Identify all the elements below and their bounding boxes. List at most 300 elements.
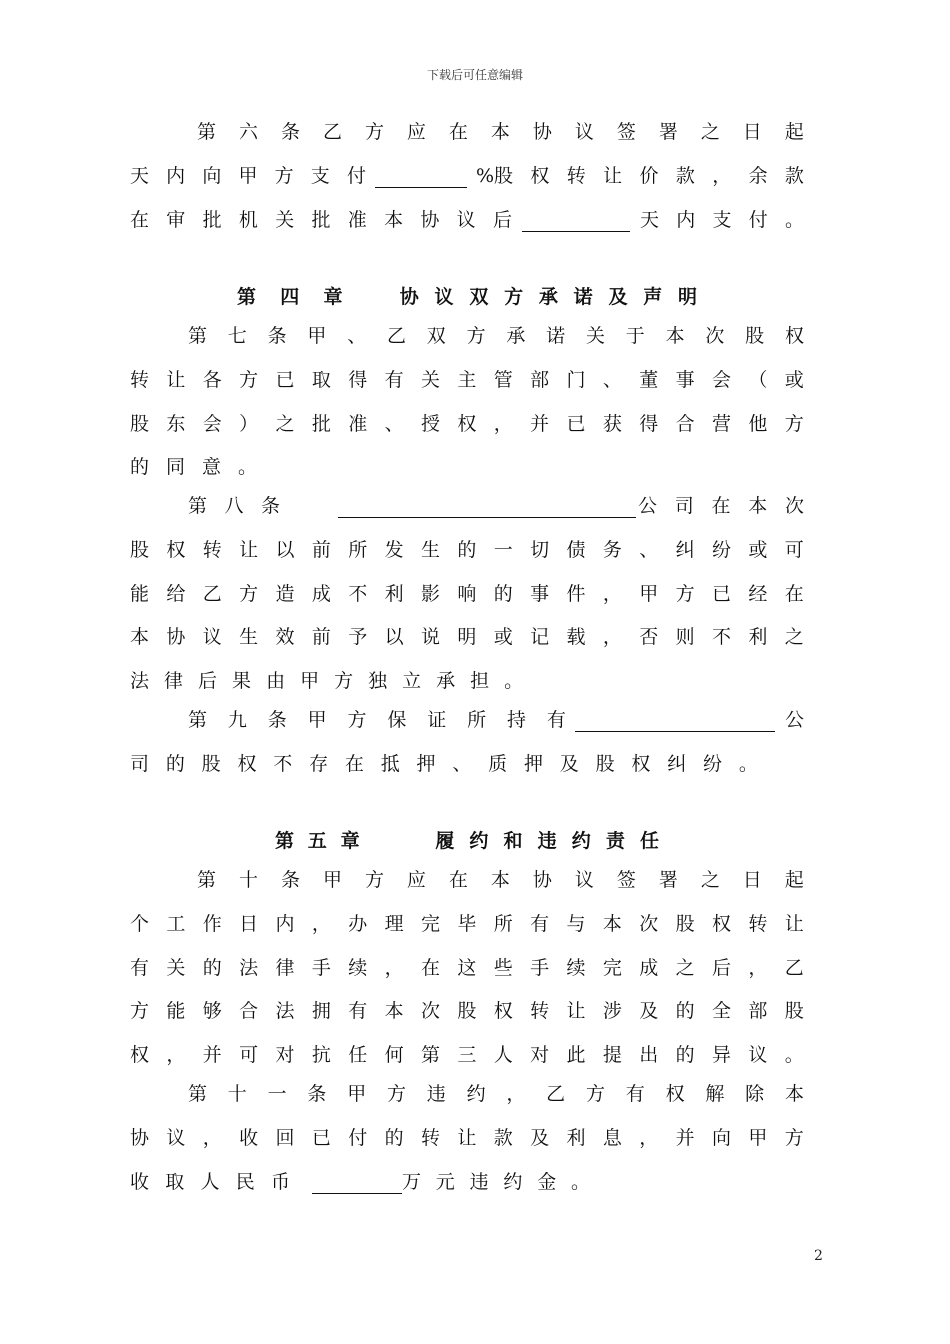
text-char: 纠 <box>667 753 687 775</box>
text-char: 部 <box>530 369 550 391</box>
text-char: 承 <box>436 670 456 692</box>
text-char: 权 <box>166 539 186 561</box>
text-char: 生 <box>239 626 259 648</box>
text-char: 权 <box>237 753 257 775</box>
text-char: 完 <box>421 913 441 935</box>
text-char: 方 <box>130 1000 150 1022</box>
text-char: 在 <box>130 209 150 231</box>
text-char: 转 <box>566 165 586 187</box>
text-char: 方 <box>585 1083 605 1105</box>
text-char: 同 <box>166 456 186 478</box>
text-char: 批 <box>311 413 331 435</box>
text-char: 批 <box>311 209 331 231</box>
text-char: 全 <box>712 1000 732 1022</box>
text-char: 利 <box>566 1127 586 1149</box>
text-char: 准 <box>347 209 367 231</box>
text-char: 对 <box>275 1044 295 1066</box>
text-char: 已 <box>566 413 586 435</box>
text-char: 效 <box>275 626 295 648</box>
text-char: 经 <box>748 583 768 605</box>
text-char: 第 <box>197 121 217 143</box>
text-char: 权 <box>530 165 550 187</box>
text-char: 证 <box>427 709 447 731</box>
text-char: 三 <box>457 1044 477 1066</box>
text-char: 回 <box>275 1127 295 1149</box>
text-char: 甲 <box>639 583 659 605</box>
text-char: 。 <box>738 753 758 775</box>
article-11-line-2 <box>130 1123 804 1153</box>
text-char: ， <box>639 1127 659 1149</box>
text-char: 声 <box>643 286 663 308</box>
text-char: 事 <box>675 369 695 391</box>
text-char: 之 <box>275 413 295 435</box>
text-char: 办 <box>348 913 368 935</box>
text-char: 付 <box>748 209 768 231</box>
text-char: 方 <box>466 325 486 347</box>
chapter-5-title <box>435 826 659 856</box>
article-10-line-2 <box>130 909 804 939</box>
page-header: 下载后可任意编辑 <box>426 68 523 82</box>
text-char: 支 <box>712 209 732 231</box>
text-char: 甲 <box>238 165 258 187</box>
text-char: 前 <box>311 626 331 648</box>
text-char: 方 <box>504 286 524 308</box>
text-char: 九 <box>227 709 247 731</box>
text-char: 利 <box>748 626 768 648</box>
text-char: 前 <box>311 539 331 561</box>
text-char: 让 <box>603 165 623 187</box>
text-char: 条 <box>267 709 287 731</box>
text-char: 后 <box>198 670 218 692</box>
text-char: 关 <box>275 209 295 231</box>
text-char: 任 <box>639 830 659 852</box>
text-char: 款 <box>493 1127 513 1149</box>
text-char: 约 <box>571 830 591 852</box>
text-char: 方 <box>784 1127 804 1149</box>
text-char: 或 <box>493 626 513 648</box>
text-char: 担 <box>470 670 490 692</box>
text-char: 获 <box>602 413 622 435</box>
held-company-blank[interactable] <box>575 709 775 732</box>
text-char: 取 <box>165 1171 185 1193</box>
text-char: 否 <box>639 626 659 648</box>
text-char: 章 <box>323 286 343 308</box>
text-char: 协 <box>399 286 419 308</box>
article-7-line-2 <box>130 365 804 395</box>
text-char: 工 <box>166 913 186 935</box>
article-11-line-1 <box>188 1079 804 1109</box>
text-char: 或 <box>784 369 804 391</box>
text-char: 协 <box>166 626 186 648</box>
text-char: 已 <box>275 369 295 391</box>
text-char: 在 <box>344 753 364 775</box>
text-char: 予 <box>348 626 368 648</box>
text-char: 五 <box>307 830 327 852</box>
text-char: 七 <box>227 325 247 347</box>
text-char: 成 <box>639 957 659 979</box>
text-char: 协 <box>532 121 552 143</box>
text-char: 转 <box>748 913 768 935</box>
text-char: ， <box>493 413 513 435</box>
article-6-line-2-part-a <box>130 161 366 191</box>
text-char: 协 <box>130 1127 150 1149</box>
text-char: 转 <box>130 369 150 391</box>
text-char: 在 <box>448 869 468 891</box>
text-char: 件 <box>566 583 586 605</box>
text-char: 与 <box>566 913 586 935</box>
text-char: 元 <box>435 1171 455 1193</box>
text-char: 部 <box>748 1000 768 1022</box>
text-char: 协 <box>420 209 440 231</box>
article-8-line-2 <box>130 535 804 565</box>
text-char: 。 <box>504 670 524 692</box>
text-char: 方 <box>347 709 367 731</box>
text-char: 债 <box>566 539 586 561</box>
text-char: 诺 <box>573 286 593 308</box>
text-char: 切 <box>530 539 550 561</box>
text-char: 手 <box>530 957 550 979</box>
text-char: 甲 <box>307 709 327 731</box>
text-char: 押 <box>416 753 436 775</box>
text-char: 在 <box>421 957 441 979</box>
text-char: 响 <box>457 583 477 605</box>
text-char: ） <box>239 413 259 435</box>
text-char: 的 <box>202 957 222 979</box>
text-char: 管 <box>493 369 513 391</box>
text-char: 议 <box>748 1044 768 1066</box>
text-char: %股 <box>476 165 514 187</box>
text-char: 本 <box>784 1083 804 1105</box>
article-8-line-1-part-b <box>638 491 804 521</box>
text-char: 第 <box>421 1044 441 1066</box>
text-char: 违 <box>469 1171 489 1193</box>
text-char: 第 <box>237 286 257 308</box>
text-char: 甲 <box>748 1127 768 1149</box>
text-char: 合 <box>239 1000 259 1022</box>
text-char: 方 <box>274 165 294 187</box>
text-char: 主 <box>457 369 477 391</box>
text-char: 各 <box>202 369 222 391</box>
text-char: 条 <box>280 121 300 143</box>
text-char: 出 <box>639 1044 659 1066</box>
text-char: 不 <box>273 753 293 775</box>
article-7-line-1 <box>188 321 804 351</box>
article-10-line-1 <box>197 865 804 895</box>
text-char: 个 <box>130 913 150 935</box>
text-char: 机 <box>238 209 258 231</box>
text-char: 议 <box>166 1127 186 1149</box>
text-char: 及 <box>559 753 579 775</box>
article-9-line-1-part-b: 公 <box>784 709 804 731</box>
text-char: 和 <box>503 830 523 852</box>
article-6-line-3-part-b <box>640 205 804 235</box>
text-char: 不 <box>348 583 368 605</box>
text-char: 第 <box>188 495 208 517</box>
text-char: 权 <box>784 325 804 347</box>
text-char: 独 <box>368 670 388 692</box>
text-char: 果 <box>232 670 252 692</box>
text-char: 司 <box>674 495 694 517</box>
text-char: 、 <box>452 753 472 775</box>
article-9-line-1 <box>188 705 804 735</box>
text-char: 双 <box>469 286 489 308</box>
text-char: 日 <box>239 913 259 935</box>
text-char: 应 <box>406 121 426 143</box>
article-6-line-2-part-b <box>476 161 804 191</box>
text-char: 方 <box>386 1083 406 1105</box>
text-char: 十 <box>238 869 258 891</box>
text-char: 内 <box>676 209 696 231</box>
text-char: 纠 <box>675 539 695 561</box>
text-char: 币 <box>270 1171 290 1193</box>
article-11-line-3 <box>130 1167 590 1197</box>
text-char: 任 <box>348 1044 368 1066</box>
text-char: 此 <box>566 1044 586 1066</box>
text-char: 甲 <box>307 325 327 347</box>
text-char: ， <box>202 1127 222 1149</box>
text-char: 方 <box>364 121 384 143</box>
text-char: 天 <box>130 165 150 187</box>
text-char: 金 <box>537 1171 557 1193</box>
article-7-line-4 <box>130 452 257 482</box>
text-char: 十 <box>227 1083 247 1105</box>
text-char: 的 <box>493 583 513 605</box>
text-char: 关 <box>421 369 441 391</box>
text-char: 的 <box>384 1127 404 1149</box>
chapter-5-heading <box>275 826 659 856</box>
text-char: 次 <box>705 325 725 347</box>
text-char: 有 <box>384 369 404 391</box>
company-name-blank[interactable] <box>338 495 636 518</box>
text-char: 应 <box>406 869 426 891</box>
text-char: 起 <box>784 121 804 143</box>
text-char: 续 <box>566 957 586 979</box>
text-char: 权 <box>457 413 477 435</box>
text-char: 起 <box>784 869 804 891</box>
text-char: 有 <box>625 1083 645 1105</box>
text-char: 一 <box>267 1083 287 1105</box>
text-char: 第 <box>188 709 208 731</box>
text-char: 意 <box>202 456 222 478</box>
payment-percent-blank[interactable] <box>375 165 467 188</box>
text-char: 付 <box>348 1127 368 1149</box>
text-char: 明 <box>457 626 477 648</box>
text-char: 余 <box>748 165 768 187</box>
text-char: 质 <box>488 753 508 775</box>
text-char: 人 <box>200 1171 220 1193</box>
text-char: 会 <box>202 413 222 435</box>
text-char: 法 <box>275 1000 295 1022</box>
text-char: 议 <box>574 869 594 891</box>
text-char: 保 <box>387 709 407 731</box>
text-char: 的 <box>130 456 150 478</box>
text-char: 得 <box>348 369 368 391</box>
text-char: 关 <box>585 325 605 347</box>
text-char: 发 <box>384 539 404 561</box>
text-char: 甲 <box>300 670 320 692</box>
text-char: 审 <box>166 209 186 231</box>
text-char: 载 <box>566 626 586 648</box>
text-char: 本 <box>130 626 150 648</box>
text-char: 律 <box>164 670 184 692</box>
text-char: 双 <box>426 325 446 347</box>
article-8-line-3 <box>130 579 804 609</box>
article-6-line-3-part-a <box>130 205 512 235</box>
text-char: 能 <box>130 583 150 605</box>
text-char: 说 <box>421 626 441 648</box>
text-char: 万 <box>402 1171 422 1193</box>
text-char: 签 <box>616 121 636 143</box>
text-char: ， <box>384 957 404 979</box>
text-char: 价 <box>639 165 659 187</box>
text-char: 并 <box>202 1044 222 1066</box>
text-char: 民 <box>235 1171 255 1193</box>
text-char: 本 <box>665 325 685 347</box>
text-char: 款 <box>784 165 804 187</box>
text-char: 已 <box>311 1127 331 1149</box>
text-char: ， <box>311 913 331 935</box>
text-char: 内 <box>275 913 295 935</box>
text-char: 日 <box>742 121 762 143</box>
text-char: 可 <box>239 1044 259 1066</box>
text-char: 完 <box>602 957 622 979</box>
text-char: 押 <box>523 753 543 775</box>
text-char: 一 <box>493 539 513 561</box>
text-char: 涉 <box>602 1000 622 1022</box>
article-9-line-1-part-a <box>188 705 566 735</box>
text-char: 生 <box>421 539 441 561</box>
article-10-line-3 <box>130 953 804 983</box>
text-char: 股 <box>745 325 765 347</box>
article-7-line-3 <box>130 409 804 439</box>
penalty-amount-blank[interactable] <box>312 1171 402 1194</box>
page-number: 2 <box>814 1248 823 1264</box>
text-char: 甲 <box>322 869 342 891</box>
text-char: 些 <box>493 957 513 979</box>
text-char: 股 <box>595 753 615 775</box>
text-char: 议 <box>202 626 222 648</box>
text-char: 他 <box>748 413 768 435</box>
text-char: 方 <box>784 413 804 435</box>
text-char: 在 <box>448 121 468 143</box>
text-char: 署 <box>658 121 678 143</box>
text-char: 。 <box>784 209 804 231</box>
text-char: 影 <box>421 583 441 605</box>
chapter-4-number <box>237 282 342 312</box>
text-char: 协 <box>532 869 552 891</box>
text-char: 股 <box>130 413 150 435</box>
text-char: 毕 <box>457 913 477 935</box>
text-char: 有 <box>130 957 150 979</box>
article-8-line-4 <box>130 622 804 652</box>
text-char: 东 <box>166 413 186 435</box>
text-char: 抗 <box>311 1044 331 1066</box>
text-char: 够 <box>202 1000 222 1022</box>
text-char: 由 <box>266 670 286 692</box>
text-char: 权 <box>665 1083 685 1105</box>
text-char: 权 <box>130 1044 150 1066</box>
text-char: 议 <box>456 209 476 231</box>
text-char: 造 <box>275 583 295 605</box>
text-char: 事 <box>530 583 550 605</box>
text-char: 违 <box>426 1083 446 1105</box>
text-char: 天 <box>640 209 660 231</box>
text-char: 利 <box>384 583 404 605</box>
text-char: 所 <box>493 913 513 935</box>
text-char: 在 <box>784 583 804 605</box>
text-char: 内 <box>166 165 186 187</box>
text-char: 让 <box>566 1000 586 1022</box>
text-char: 本 <box>384 209 404 231</box>
text-char: 手 <box>311 957 331 979</box>
text-char: ， <box>602 583 622 605</box>
article-8-line-5 <box>130 666 523 696</box>
text-char: 署 <box>658 869 678 891</box>
text-char: 让 <box>457 1127 477 1149</box>
chapter-5-number <box>275 826 360 856</box>
text-char: （ <box>748 369 768 391</box>
text-char: 权 <box>712 913 732 935</box>
text-char: 约 <box>503 1171 523 1193</box>
text-char: 本 <box>748 495 768 517</box>
text-char: 违 <box>537 830 557 852</box>
text-char: 拥 <box>311 1000 331 1022</box>
text-char: 纷 <box>712 539 732 561</box>
text-char: 所 <box>348 539 368 561</box>
text-char: 以 <box>275 539 295 561</box>
text-char: 之 <box>675 957 695 979</box>
text-char: 会 <box>712 369 732 391</box>
text-char: 司 <box>130 753 150 775</box>
text-char: 向 <box>202 165 222 187</box>
text-char: 存 <box>309 753 329 775</box>
text-char: 能 <box>166 1000 186 1022</box>
text-char: 可 <box>784 539 804 561</box>
text-char: 息 <box>602 1127 622 1149</box>
article-8-line-1 <box>188 491 804 521</box>
text-char: 除 <box>745 1083 765 1105</box>
text-char: 方 <box>364 869 384 891</box>
text-char: 后 <box>712 957 732 979</box>
text-char: 异 <box>712 1044 732 1066</box>
text-char: ， <box>748 957 768 979</box>
text-char: 的 <box>675 1000 695 1022</box>
text-char: 付 <box>346 165 366 187</box>
text-char: 成 <box>311 583 331 605</box>
payment-days-blank[interactable] <box>522 209 630 232</box>
text-char: ， <box>712 165 732 187</box>
text-char: 取 <box>311 369 331 391</box>
text-char: 、 <box>384 413 404 435</box>
text-char: 第 <box>197 869 217 891</box>
text-char: 四 <box>280 286 300 308</box>
text-char: 条 <box>267 325 287 347</box>
text-char: 营 <box>712 413 732 435</box>
text-char: 签 <box>616 869 636 891</box>
text-char: 记 <box>530 626 550 648</box>
text-char: 方 <box>675 583 695 605</box>
text-char: 六 <box>238 121 258 143</box>
text-char: 履 <box>435 830 455 852</box>
text-char: 本 <box>490 121 510 143</box>
text-char: 、 <box>347 325 367 347</box>
text-char: 本 <box>602 913 622 935</box>
text-char: 方 <box>334 670 354 692</box>
text-char: 诺 <box>546 325 566 347</box>
article-6-line-3 <box>130 205 804 235</box>
article-11-line-3-part-a <box>130 1167 290 1197</box>
text-char: 让 <box>784 913 804 935</box>
